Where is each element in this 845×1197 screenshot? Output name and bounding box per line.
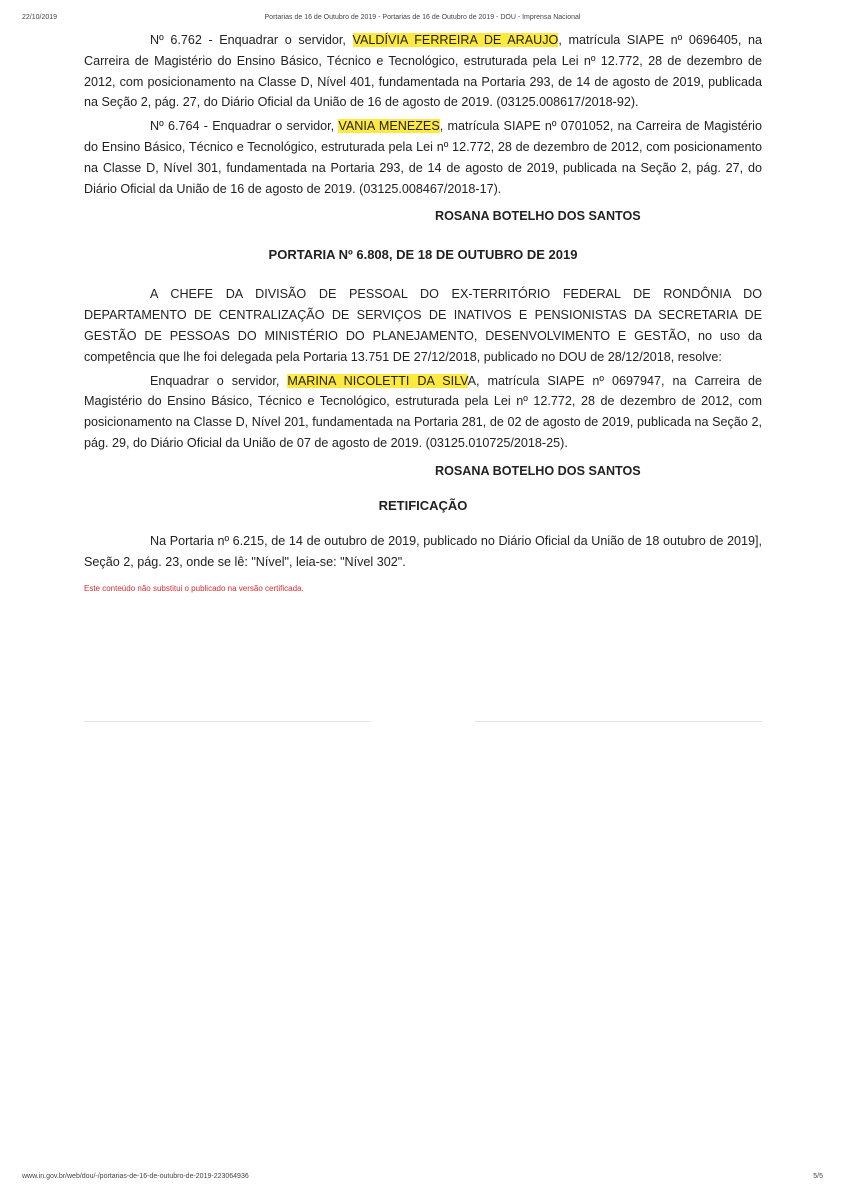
divider-left xyxy=(84,721,371,722)
highlighted-name: VANIA MENEZES xyxy=(338,119,440,134)
signature: ROSANA BOTELHO DOS SANTOS xyxy=(435,209,641,224)
signature: ROSANA BOTELHO DOS SANTOS xyxy=(435,463,641,478)
retificacao-paragraph: Na Portaria nº 6.215, de 14 de outubro de 2019, publicado no Diário Oficial da União de 18 outubro de 2019], Seção 2, pág. 23, onde se lê: "Nível", leia-se: "Nível 302". xyxy=(84,533,762,569)
document-body xyxy=(84,30,762,593)
highlighted-name: VALDÍVIA FERREIRA DE ARAUJO xyxy=(352,33,559,47)
portaria-6762-paragraph: Nº 6.762 - Enquadrar o servidor, VALDÍVIA FERREIRA DE ARAUJO, matrícula SIAPE nº 0696405, na Carreira de Magistério do Ensino Básico, Técnico e Tecnológico, estruturada pela Lei nº 12.772, 28 de dezembro de 2012, com posicionamento na Classe D, Nível 401, fundamentada na Portaria 293, de 14 de agosto de 2019, publicada na Seção 2, pág. 27, do Diário Oficial da União de 16 de agosto de 2019. (03125.008617/2018-92). xyxy=(84,33,762,110)
portaria-title: PORTARIA Nº 6.808, DE 18 DE OUTUBRO DE 2019 xyxy=(268,247,578,263)
print-header-title: Portarias de 16 de Outubro de 2019 - Portarias de 16 de Outubro de 2019 - DOU - Imprensa Nacional xyxy=(264,14,581,21)
portaria-6808-paragraph: Enquadrar o servidor, MARINA NICOLETTI DA SILVA, matrícula SIAPE nº 0697947, na Carreira de Magistério do Ensino Básico, Técnico e Tecnológico, estruturada pela Lei nº 12.772, 28 de dezembro de 2012, com posicionamento na Classe D, Nível 201, fundamentada na Portaria 281, de 02 de agosto de 2019, publicada na Seção 2, pág. 29, do Diário Oficial da União de 07 de agosto de 2019. (03125.010725/2018-25). xyxy=(84,373,762,450)
portaria-6764-paragraph: Nº 6.764 - Enquadrar o servidor, VANIA MENEZES, matrícula SIAPE nº 0701052, na Carreira de Magistério do Ensino Básico, Técnico e Tecnológico, estruturada pela Lei nº 12.772, 28 de dezembro de 2012, com posicionamento na Classe D, Nível 301, fundamentada na Portaria 293, de 14 de agosto de 2019, publicada na Seção 2, pág. 27, do Diário Oficial da União de 16 de agosto de 2019. (03125.008467/2018-17). xyxy=(84,119,762,196)
retificacao-title: RETIFICAÇÃO xyxy=(378,497,468,513)
preamble-paragraph: A CHEFE DA DIVISÃO DE PESSOAL DO EX-TERRITÓRIO FEDERAL DE RONDÔNIA DO DEPARTAMENTO DE CENTRALIZAÇÃO DE SERVIÇOS DE INATIVOS E PENSIONISTAS DA SECRETARIA DE GESTÃO DE PESSOAS DO MINISTÉRIO DO PLANEJAMENTO, DESENVOLVIMENTO E GESTÃO, no uso da competência que lhe foi delegada pela Portaria 13.751 DE 27/12/2018, publicado no DOU de 28/12/2018, resolve: xyxy=(84,287,762,364)
highlighted-name: MARINA NICOLETTI DA SILV xyxy=(287,373,468,388)
page-url: www.in.gov.br/web/dou/-/portarias-de-16-de-outubro-de-2019-223064936 xyxy=(22,1173,249,1180)
page-number: 5/5 xyxy=(813,1173,823,1180)
certification-notice: Este conteúdo não substitui o publicado na versão certificada. xyxy=(84,584,304,594)
print-date: 22/10/2019 xyxy=(22,14,58,21)
divider-right xyxy=(475,721,762,722)
